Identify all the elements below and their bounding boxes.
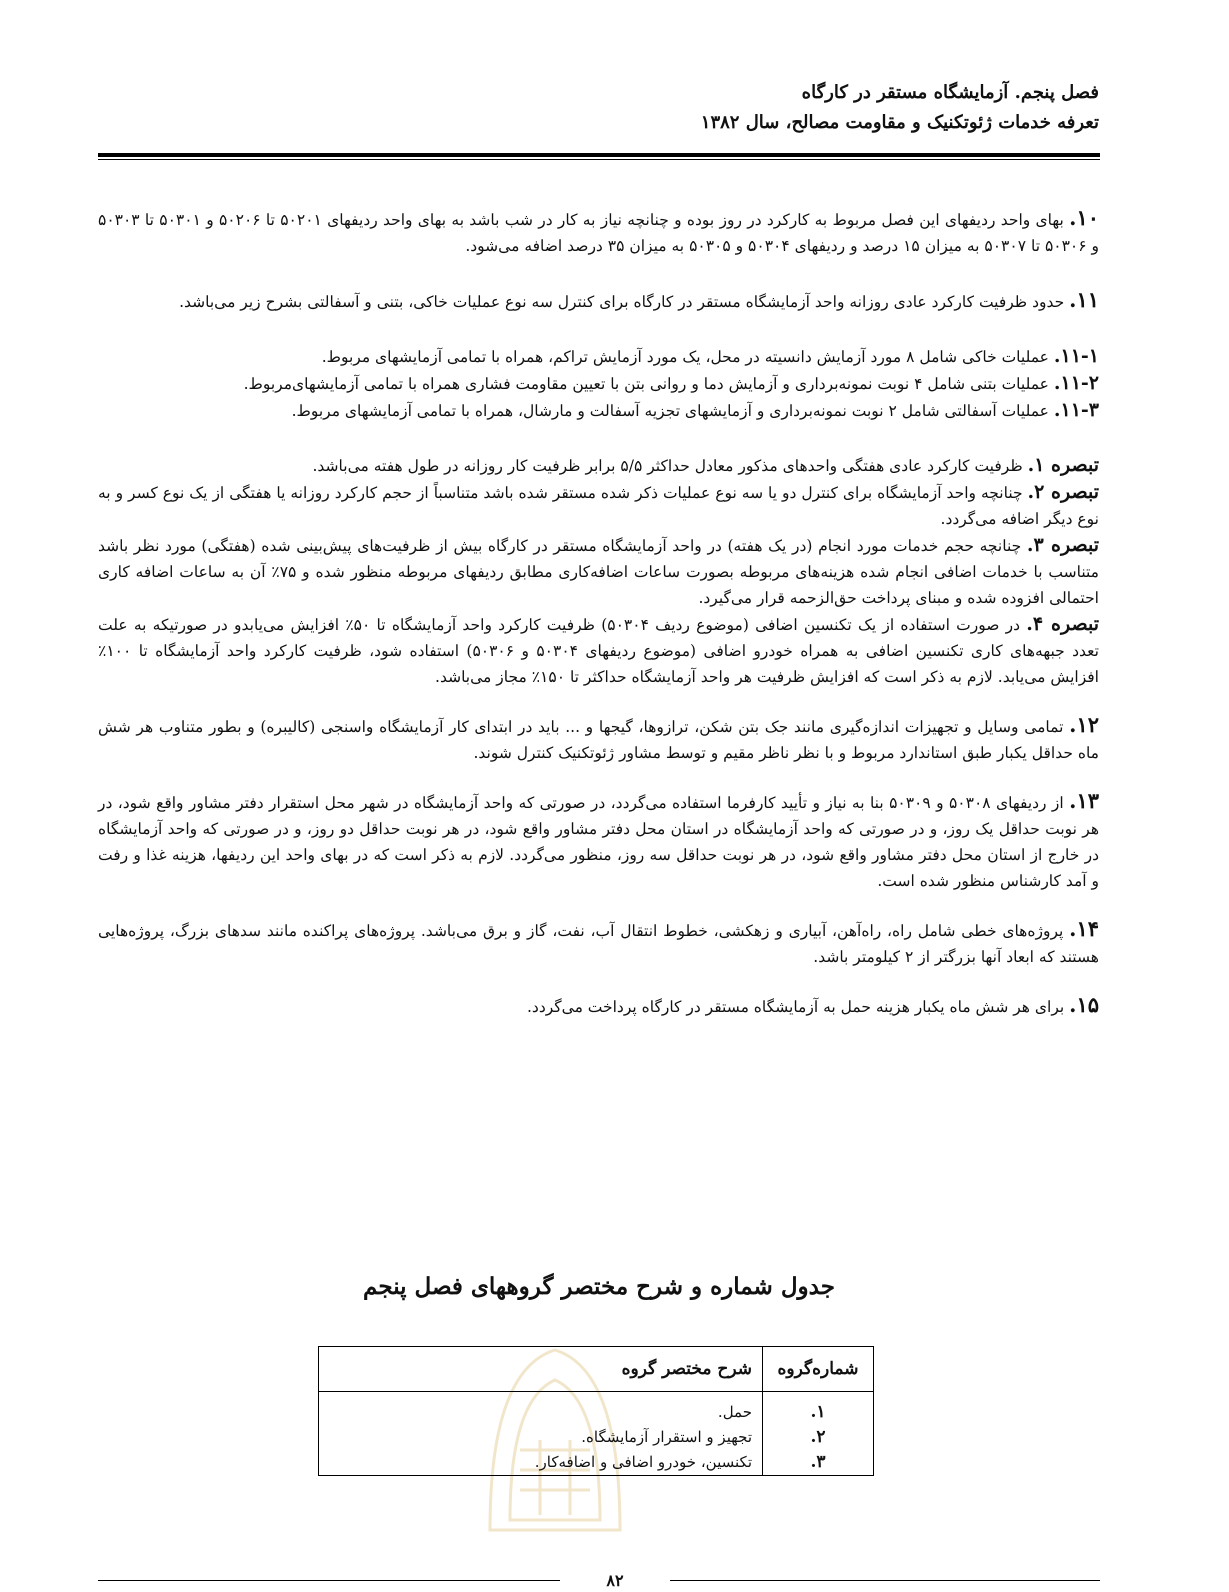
note-3 xyxy=(98,532,1099,611)
paragraph-text: از ردیفهای ۵۰۳۰۸ و ۵۰۳۰۹ بنا به نیاز و تأیید کارفرما استفاده می‌گردد، در صورتی که واحد آزمایشگاه در شهر محل استقرار دفتر مشاور واقع شود، در هر نوبت حداقل یک روز، و در صورتی که واحد آزمایشگاه در استان محل دفتر مشاور واقع شود، در هر نوبت حداقل دو روز، و در صورتی که واحد آزمایشگاه در خارج از استان محل دفتر مشاور واقع شود، در هر نوبت حداقل سه روز، منظور می‌گردد. لازم به ذکر است که در بهای واحد این ردیفها، هزینه غذا و رفت و آمد کارشناس منظور شده است. xyxy=(98,794,1099,890)
group-description-cell xyxy=(319,1392,763,1476)
paragraph-13 xyxy=(98,788,1099,894)
table-title: جدول شماره و شرح مختصر گروههای فصل پنجم xyxy=(363,1273,835,1300)
note-label: تبصره ۴. xyxy=(1026,613,1099,635)
note-label: تبصره ۲. xyxy=(1027,481,1099,503)
paragraph-10 xyxy=(98,205,1099,259)
sub-item xyxy=(98,343,1099,370)
group-description: حمل. xyxy=(717,1403,752,1421)
group-number: ۲. xyxy=(810,1427,826,1447)
page-header xyxy=(99,78,1099,138)
table-row xyxy=(319,1392,874,1476)
sub-item-text: عملیات آسفالتی شامل ۲ نوبت نمونه‌برداری و آزمایشهای تجزیه آسفالت و مارشال، همراه با تمامی آزمایشهای مربوط. xyxy=(291,402,1049,420)
note-label: تبصره ۱. xyxy=(1027,454,1099,476)
sub-item xyxy=(98,370,1099,397)
paragraph-text: بهای واحد ردیفهای این فصل مربوط به کارکرد در روز بوده و چنانچه نیاز به کار در شب باشد به بهای واحد ردیفهای ۵۰۲۰۱ تا ۵۰۲۰۶ و ۵۰۳۰۱ تا ۵۰۳۰۳ و ۵۰۳۰۶ تا ۵۰۳۰۷ به میزان ۱۵ درصد و ردیفهای ۵۰۳۰۴ و ۵۰۳۰۵ به میزان ۳۵ درصد اضافه می‌شود. xyxy=(98,211,1099,255)
column-header-group-number: شماره‌گروه xyxy=(763,1347,874,1392)
header-document-title: تعرفه خدمات ژئوتکنیک و مقاومت مصالح، سال ۱۳۸۲ xyxy=(700,112,1099,133)
note-4 xyxy=(98,611,1099,690)
note-2 xyxy=(98,479,1099,532)
note-label: تبصره ۳. xyxy=(1026,534,1099,556)
paragraph-12 xyxy=(98,712,1099,766)
notes-section xyxy=(98,452,1099,690)
note-text: در صورت استفاده از یک تکنسین اضافی (موضوع ردیف ۵۰۳۰۴) ظرفیت کارکرد واحد آزمایشگاه تا ۵۰٪ افزایش می‌یابدو در صورتیکه به علت تعدد جبهه‌های کاری تکنسین اضافی به همراه خودرو اضافی (موضوع ردیفهای ۵۰۳۰۴ و ۵۰۳۰۶) استفاده شود، ظرفیت کارکرد واحد آزمایشگاه تا ۱۰۰٪ افزایش می‌یابد. لازم به ذکر است که افزایش ظرفیت هر واحد آزمایشگاه حداکثر تا ۱۵۰٪ مجاز می‌باشد. xyxy=(98,616,1099,686)
column-header-group-description: شرح مختصر گروه xyxy=(319,1347,763,1392)
page-number: ۸۲ xyxy=(560,1572,670,1590)
note-1 xyxy=(98,452,1099,479)
group-description: تکنسین، خودرو اضافی و اضافه‌کار. xyxy=(534,1453,752,1471)
group-number: ۳. xyxy=(810,1452,826,1472)
sub-item xyxy=(98,397,1099,424)
paragraph-11-sub-items xyxy=(98,343,1099,424)
group-description: تجهیز و استقرار آزمایشگاه. xyxy=(581,1428,752,1446)
sub-item-text: عملیات خاکی شامل ۸ مورد آزمایش دانسیته در محل، یک مورد آزمایش تراکم، همراه با تمامی آزمایشهای مربوط. xyxy=(321,348,1049,366)
group-number-cell xyxy=(763,1392,874,1476)
table-header-row xyxy=(319,1347,874,1392)
paragraph-11 xyxy=(98,287,1099,315)
sub-item-text: عملیات بتنی شامل ۴ نوبت نمونه‌برداری و آزمایش دما و روانی بتن با تعیین مقاومت فشاری همراه با تمامی آزمایشهای‌مربوط. xyxy=(243,375,1049,393)
header-divider xyxy=(98,153,1100,157)
body-text xyxy=(98,205,1099,1020)
sub-item-number: ۱۱-۲. xyxy=(1053,372,1099,394)
paragraph-number: ۱۵. xyxy=(1069,992,1099,1017)
header-chapter-title: فصل پنجم. آزمایشگاه مستقر در کارگاه xyxy=(801,82,1099,103)
paragraph-14 xyxy=(98,916,1099,970)
paragraph-text: تمامی وسایل و تجهیزات اندازه‌گیری مانند جک بتن شکن، ترازوها، گیجها و ... باید در ابتدای کار آزمایشگاه واسنجی (کالیبره) و بطور متناوب هر شش ماه حداقل یکبار طبق استاندارد مربوط و با نظر ناظر مقیم و توسط مشاور ژئوتکنیک کنترل شوند. xyxy=(98,718,1099,762)
sub-item-number: ۱۱-۱. xyxy=(1053,345,1099,367)
groups-table xyxy=(318,1346,874,1476)
sub-item-number: ۱۱-۳. xyxy=(1053,399,1099,421)
paragraph-number: ۱۲. xyxy=(1069,712,1099,737)
paragraph-number: ۱۱. xyxy=(1069,287,1099,312)
note-text: چنانچه واحد آزمایشگاه برای کنترل دو یا سه نوع عملیات ذکر شده مستقر شده باشد متناسباً از حجم کارکرد روزانه یا هفتگی از یک نوع کسر و به نوع دیگر اضافه می‌گردد. xyxy=(98,484,1099,528)
paragraph-number: ۱۰. xyxy=(1069,205,1100,230)
paragraph-text: حدود ظرفیت کارکرد عادی روزانه واحد آزمایشگاه مستقر در کارگاه برای کنترل سه نوع عملیات خاکی، بتنی و آسفالتی بشرح زیر می‌باشد. xyxy=(179,293,1065,311)
paragraph-text: برای هر شش ماه یکبار هزینه حمل به آزمایشگاه مستقر در کارگاه پرداخت می‌گردد. xyxy=(527,998,1065,1016)
paragraph-number: ۱۴. xyxy=(1069,916,1099,941)
paragraph-15 xyxy=(98,992,1099,1020)
paragraph-number: ۱۳. xyxy=(1069,788,1099,813)
paragraph-text: پروژه‌های خطی شامل راه، راه‌آهن، آبیاری و زهکشی، خطوط انتقال آب، نفت، گاز و برق می‌باشد. پروژه‌های پراکنده مانند سدهای بزرگ، پروژه‌هایی هستند که ابعاد آنها بزرگتر از ۲ کیلومتر باشد. xyxy=(98,922,1099,966)
group-number: ۱. xyxy=(810,1402,826,1422)
note-text: چنانچه حجم خدمات مورد انجام (در یک هفته) در واحد آزمایشگاه مستقر در کارگاه بیش از ظرفیت‌های پیش‌بینی شده (هفتگی) مورد نظر باشد متناسب با خدمات اضافی انجام شده هزینه‌های مربوطه بصورت ساعات اضافه‌کاری مطابق ردیفهای مربوطه منظور شده و ۷۵٪ آن به ساعات اضافه کاری احتمالی افزوده شده و مبنای پرداخت حق‌الزحمه قرار می‌گیرد. xyxy=(98,537,1099,607)
note-text: ظرفیت کارکرد عادی هفتگی واحدهای مذکور معادل حداکثر ۵/۵ برابر ظرفیت کار روزانه در طول هفته می‌باشد. xyxy=(312,457,1023,475)
